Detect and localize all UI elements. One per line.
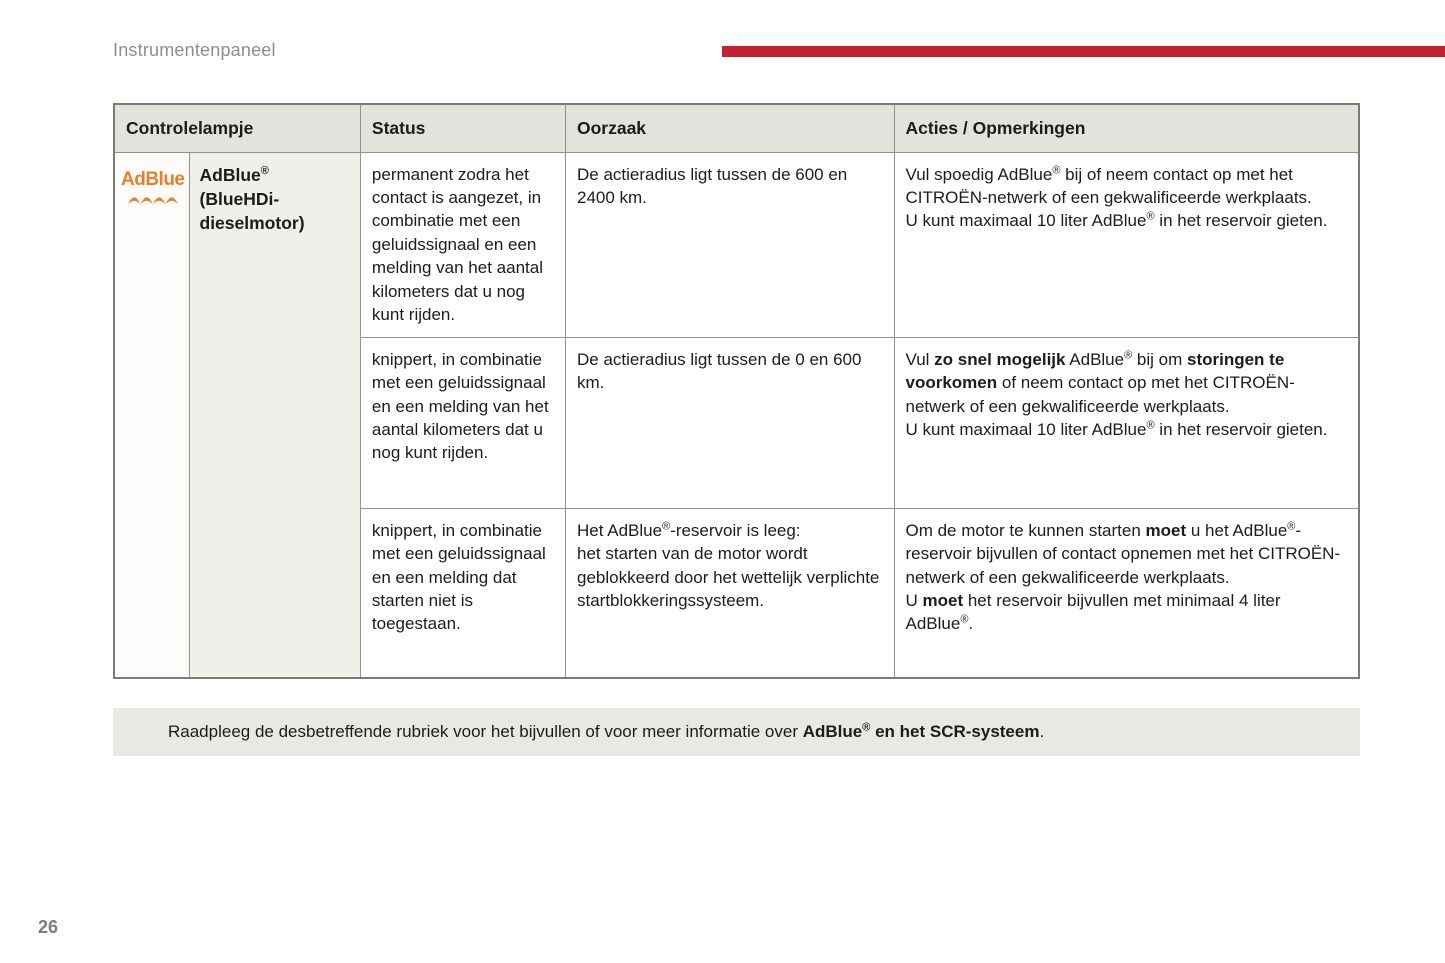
lamp-label-cell: AdBlue® (BlueHDi- dieselmotor) <box>189 152 360 678</box>
acties-cell: Vul spoedig AdBlue® bij of neem contact op met het CITROËN-netwerk of een gekwalificeerde werkplaats. U kunt maximaal 10 liter AdBlue® in het reservoir gieten. <box>894 152 1359 337</box>
adblue-logo-text: AdBlue <box>121 168 185 190</box>
page-title: Instrumentenpaneel <box>113 40 276 60</box>
table-header <box>114 104 1359 152</box>
status-cell: knippert, in combinatie met een geluidssignaal en een melding dat starten niet is toegestaan. <box>360 508 565 678</box>
adblue-wave-glyph <box>128 194 178 205</box>
warning-lamp-table <box>113 103 1360 679</box>
column-header-acties: Acties / Opmerkingen <box>894 104 1359 152</box>
oorzaak-cell: De actieradius ligt tussen de 0 en 600 km. <box>565 337 894 508</box>
column-header-controlelampje: Controlelampje <box>114 104 360 152</box>
status-cell: permanent zodra het contact is aangezet, in combinatie met een geluidssignaal en een melding van het aantal kilometers dat u nog kunt rijden. <box>360 152 565 337</box>
lamp-symbol-cell <box>114 152 189 678</box>
status-cell: knippert, in combinatie met een geluidssignaal en een melding van het aantal kilometers dat u nog kunt rijden. <box>360 337 565 508</box>
page-number: 26 <box>38 917 59 937</box>
oorzaak-cell: De actieradius ligt tussen de 600 en 2400 km. <box>565 152 894 337</box>
table-row <box>114 152 1359 337</box>
column-header-oorzaak: Oorzaak <box>565 104 894 152</box>
oorzaak-cell: Het AdBlue®-reservoir is leeg: het starten van de motor wordt geblokkeerd door het wettelijk verplichte startblokkeringssysteem. <box>565 508 894 678</box>
acties-cell: Om de motor te kunnen starten moet u het AdBlue®-reservoir bijvullen of contact opnemen met het CITROËN-netwerk of een gekwalificeerde werkplaats. U moet het reservoir bijvullen met minimaal 4 liter AdBlue®. <box>894 508 1359 678</box>
adblue-wave-icon <box>121 167 185 205</box>
info-note-bar <box>113 708 1360 756</box>
acties-cell: Vul zo snel mogelijk AdBlue® bij om storingen te voorkomen of neem contact op met het CITROËN-netwerk of een gekwalificeerde werkplaats. U kunt maximaal 10 liter AdBlue® in het reservoir gieten. <box>894 337 1359 508</box>
info-note-text: Raadpleeg de desbetreffende rubriek voor het bijvullen of voor meer informatie over AdBlue® en het SCR-systeem. <box>168 721 1045 741</box>
red-accent-bar <box>722 46 1445 57</box>
column-header-status: Status <box>360 104 565 152</box>
